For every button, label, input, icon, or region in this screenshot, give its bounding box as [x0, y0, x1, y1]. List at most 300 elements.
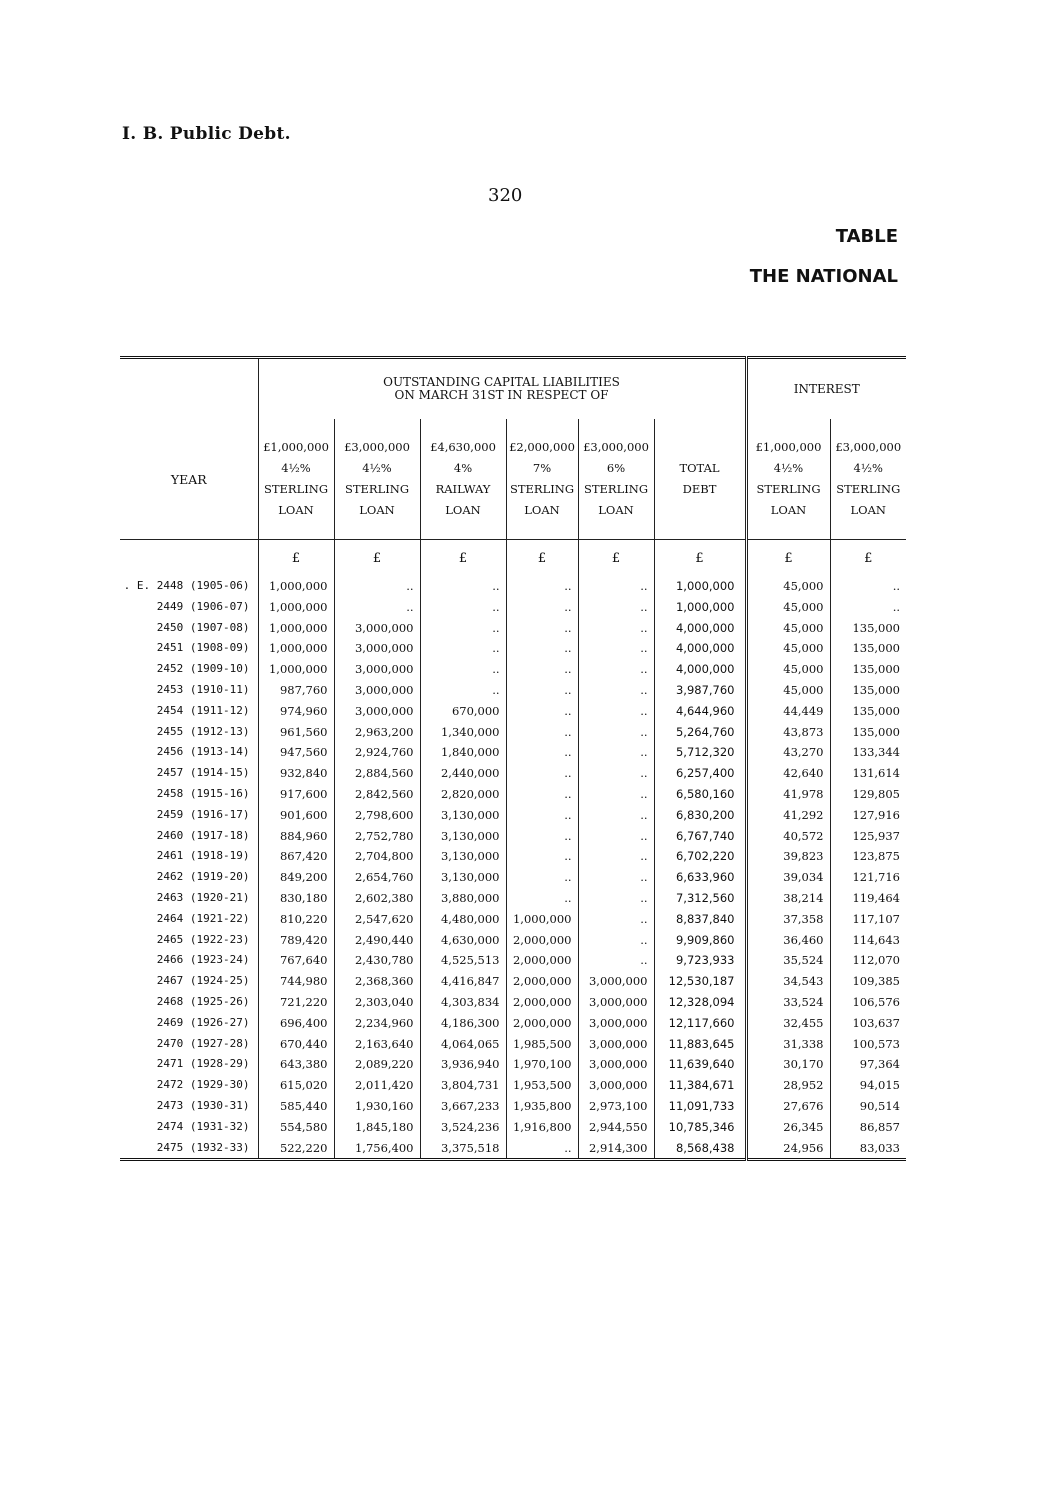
liability-cell-3: 4,303,834 [420, 992, 506, 1013]
liability-cell-2: 2,924,760 [334, 742, 420, 763]
liability-cell-2: 2,704,800 [334, 846, 420, 867]
unit-sign: £ [746, 540, 830, 577]
liability-cell-5: 3,000,000 [578, 1075, 654, 1096]
interest-cell-2: 135,000 [830, 638, 906, 659]
liability-cell-1: 867,420 [258, 846, 334, 867]
liability-cell-5: 3,000,000 [578, 971, 654, 992]
liability-cell-5: .. [578, 576, 654, 597]
liability-cell-5: .. [578, 742, 654, 763]
liability-cell-5: .. [578, 722, 654, 743]
national-debt-table [120, 356, 906, 1161]
interest-cell-1: 41,978 [746, 784, 830, 805]
interest-cell-1: 24,956 [746, 1138, 830, 1160]
unit-sign: £ [420, 540, 506, 577]
liability-cell-5: .. [578, 680, 654, 701]
liability-cell-1: 1,000,000 [258, 597, 334, 618]
liability-cell-5: .. [578, 638, 654, 659]
liability-cell-4: .. [506, 597, 578, 618]
interest-cell-1: 33,524 [746, 992, 830, 1013]
interest-col-header-1: £1,000,000 4½% STERLING LOAN [746, 419, 830, 540]
year-cell: 2453 (1910-11) [156, 682, 250, 696]
liability-cell-2: 3,000,000 [334, 659, 420, 680]
interest-cell-1: 27,676 [746, 1096, 830, 1117]
table-row [120, 784, 906, 805]
table-row [120, 1013, 906, 1034]
interest-cell-2: 131,614 [830, 763, 906, 784]
interest-cell-2: 94,015 [830, 1075, 906, 1096]
liability-cell-5: 2,973,100 [578, 1096, 654, 1117]
total-debt-cell: 12,117,660 [654, 1013, 746, 1034]
year-cell: 2452 (1909-10) [156, 662, 250, 676]
liability-cell-1: 901,600 [258, 805, 334, 826]
liability-cell-1: 615,020 [258, 1075, 334, 1096]
liability-cell-3: 3,375,518 [420, 1138, 506, 1160]
unit-sign: £ [258, 540, 334, 577]
liability-cell-3: 3,936,940 [420, 1054, 506, 1075]
interest-cell-1: 45,000 [746, 576, 830, 597]
interest-cell-2: .. [830, 576, 906, 597]
table-subtitle: THE NATIONAL [749, 266, 898, 287]
liability-cell-1: 932,840 [258, 763, 334, 784]
liability-cell-4: .. [506, 659, 578, 680]
total-debt-cell: 6,257,400 [654, 763, 746, 784]
total-debt-cell: 11,384,671 [654, 1075, 746, 1096]
liability-cell-5: 3,000,000 [578, 1054, 654, 1075]
liability-cell-5: .. [578, 784, 654, 805]
total-debt-cell: 3,987,760 [654, 680, 746, 701]
liability-cell-2: 2,368,360 [334, 971, 420, 992]
year-cell: 2471 (1928-29) [156, 1057, 250, 1071]
liability-cell-3: 2,440,000 [420, 763, 506, 784]
liability-cell-1: 810,220 [258, 909, 334, 930]
liability-cell-3: 4,186,300 [420, 1013, 506, 1034]
unit-row [120, 540, 906, 577]
liability-cell-5: .. [578, 659, 654, 680]
year-cell: 2474 (1931-32) [156, 1119, 250, 1133]
year-cell: 2456 (1913-14) [156, 745, 250, 759]
liability-cell-5: .. [578, 846, 654, 867]
total-debt-cell: 4,644,960 [654, 701, 746, 722]
liability-cell-5: 2,944,550 [578, 1117, 654, 1138]
year-cell: . E. 2448 (1905-06) [123, 579, 250, 592]
year-cell: 2473 (1930-31) [156, 1098, 250, 1112]
liability-cell-1: 849,200 [258, 867, 334, 888]
total-debt-cell: 5,264,760 [654, 722, 746, 743]
liability-cell-2: 2,234,960 [334, 1013, 420, 1034]
interest-cell-2: 121,716 [830, 867, 906, 888]
liability-cell-1: 554,580 [258, 1117, 334, 1138]
liability-cell-1: 961,560 [258, 722, 334, 743]
liability-cell-1: 744,980 [258, 971, 334, 992]
liability-cell-5: .. [578, 597, 654, 618]
table-row [120, 1096, 906, 1117]
table-row [120, 1138, 906, 1160]
total-debt-cell: 5,712,320 [654, 742, 746, 763]
liability-cell-3: 4,064,065 [420, 1034, 506, 1055]
year-cell: 2459 (1916-17) [156, 807, 250, 821]
table-row [120, 680, 906, 701]
year-cell: 2455 (1912-13) [156, 724, 250, 738]
interest-cell-2: 106,576 [830, 992, 906, 1013]
liability-cell-4: 1,953,500 [506, 1075, 578, 1096]
liability-cell-2: 2,842,560 [334, 784, 420, 805]
interest-cell-1: 40,572 [746, 826, 830, 847]
unit-sign: £ [578, 540, 654, 577]
liability-cell-2: 2,430,780 [334, 950, 420, 971]
interest-cell-2: 125,937 [830, 826, 906, 847]
liability-cell-3: .. [420, 680, 506, 701]
interest-cell-1: 39,034 [746, 867, 830, 888]
table-row [120, 992, 906, 1013]
interest-cell-2: 135,000 [830, 618, 906, 639]
total-debt-cell: 6,702,220 [654, 846, 746, 867]
liability-cell-3: 3,804,731 [420, 1075, 506, 1096]
liability-cell-5: .. [578, 909, 654, 930]
section-heading: I. B. Public Debt. [122, 124, 291, 144]
liability-cell-1: 522,220 [258, 1138, 334, 1160]
interest-cell-1: 45,000 [746, 597, 830, 618]
year-cell: 2467 (1924-25) [156, 974, 250, 988]
year-cell: 2470 (1927-28) [156, 1036, 250, 1050]
liability-cell-1: 1,000,000 [258, 638, 334, 659]
liability-cell-1: 974,960 [258, 701, 334, 722]
liability-cell-3: 670,000 [420, 701, 506, 722]
liability-cell-4: .. [506, 805, 578, 826]
liability-cell-4: .. [506, 826, 578, 847]
unit-sign: £ [830, 540, 906, 577]
liability-cell-3: 3,130,000 [420, 867, 506, 888]
liability-cell-2: 3,000,000 [334, 618, 420, 639]
liability-cell-2: 2,654,760 [334, 867, 420, 888]
liability-cell-5: .. [578, 826, 654, 847]
table-row [120, 763, 906, 784]
table-row [120, 888, 906, 909]
liability-cell-3: 3,524,236 [420, 1117, 506, 1138]
liability-cell-2: 2,602,380 [334, 888, 420, 909]
table-row [120, 638, 906, 659]
liability-cell-5: .. [578, 763, 654, 784]
total-debt-cell: 11,639,640 [654, 1054, 746, 1075]
year-cell: 2458 (1915-16) [156, 786, 250, 800]
liability-cell-2: 2,303,040 [334, 992, 420, 1013]
liability-cell-4: .. [506, 867, 578, 888]
total-debt-cell: 11,883,645 [654, 1034, 746, 1055]
liability-cell-2: 2,752,780 [334, 826, 420, 847]
total-debt-cell: 10,785,346 [654, 1117, 746, 1138]
liability-cell-4: 1,000,000 [506, 909, 578, 930]
liability-cell-5: .. [578, 701, 654, 722]
total-debt-cell: 6,580,160 [654, 784, 746, 805]
liability-cell-3: 4,525,513 [420, 950, 506, 971]
liability-cell-1: 643,380 [258, 1054, 334, 1075]
group-header-row [120, 358, 906, 420]
liability-cell-3: .. [420, 638, 506, 659]
liability-cell-1: 767,640 [258, 950, 334, 971]
liability-cell-4: 2,000,000 [506, 930, 578, 951]
table-row [120, 1054, 906, 1075]
interest-cell-1: 45,000 [746, 680, 830, 701]
year-cell: 2466 (1923-24) [156, 953, 250, 967]
liability-cell-3: 3,130,000 [420, 805, 506, 826]
liability-cell-4: 2,000,000 [506, 971, 578, 992]
interest-cell-1: 30,170 [746, 1054, 830, 1075]
total-debt-cell: 4,000,000 [654, 659, 746, 680]
liability-cell-2: 2,089,220 [334, 1054, 420, 1075]
unit-sign: £ [334, 540, 420, 577]
interest-cell-2: 114,643 [830, 930, 906, 951]
table-row [120, 971, 906, 992]
interest-cell-2: 86,857 [830, 1117, 906, 1138]
interest-cell-2: 127,916 [830, 805, 906, 826]
col-header-1: £1,000,000 4½% STERLING LOAN [258, 419, 334, 540]
liability-cell-3: 1,840,000 [420, 742, 506, 763]
liability-cell-2: 2,884,560 [334, 763, 420, 784]
liability-cell-4: .. [506, 742, 578, 763]
liability-cell-3: 3,667,233 [420, 1096, 506, 1117]
table-title: TABLE [835, 226, 898, 247]
year-cell: 2463 (1920-21) [156, 890, 250, 904]
interest-cell-1: 41,292 [746, 805, 830, 826]
interest-cell-2: 135,000 [830, 722, 906, 743]
liability-cell-1: 1,000,000 [258, 659, 334, 680]
liability-cell-2: 2,011,420 [334, 1075, 420, 1096]
total-debt-cell: 4,000,000 [654, 618, 746, 639]
table-row [120, 1034, 906, 1055]
year-cell: 2472 (1929-30) [156, 1078, 250, 1092]
liability-cell-2: 1,930,160 [334, 1096, 420, 1117]
year-cell: 2460 (1917-18) [156, 828, 250, 842]
total-debt-cell: 9,723,933 [654, 950, 746, 971]
table-row [120, 950, 906, 971]
year-cell: 2457 (1914-15) [156, 766, 250, 780]
interest-cell-1: 42,640 [746, 763, 830, 784]
liability-cell-4: .. [506, 638, 578, 659]
table-row [120, 909, 906, 930]
liability-cell-4: .. [506, 846, 578, 867]
liability-cell-5: 3,000,000 [578, 992, 654, 1013]
liability-cell-4: 2,000,000 [506, 992, 578, 1013]
liability-cell-3: 1,340,000 [420, 722, 506, 743]
liability-cell-3: .. [420, 576, 506, 597]
liability-cell-4: 1,970,100 [506, 1054, 578, 1075]
table-row [120, 826, 906, 847]
interest-cell-1: 38,214 [746, 888, 830, 909]
liability-cell-4: .. [506, 1138, 578, 1160]
liability-cell-2: 1,845,180 [334, 1117, 420, 1138]
total-debt-cell: 4,000,000 [654, 638, 746, 659]
liability-cell-1: 696,400 [258, 1013, 334, 1034]
col-header-5: £3,000,000 6% STERLING LOAN [578, 419, 654, 540]
liability-cell-2: 2,963,200 [334, 722, 420, 743]
table-row [120, 576, 906, 597]
year-cell: 2461 (1918-19) [156, 849, 250, 863]
total-debt-cell: 6,767,740 [654, 826, 746, 847]
interest-cell-2: 100,573 [830, 1034, 906, 1055]
liability-cell-1: 789,420 [258, 930, 334, 951]
liability-cell-3: .. [420, 659, 506, 680]
liability-cell-2: 3,000,000 [334, 680, 420, 701]
liability-cell-5: 2,914,300 [578, 1138, 654, 1160]
liability-cell-4: .. [506, 680, 578, 701]
total-debt-cell: 12,328,094 [654, 992, 746, 1013]
liability-cell-1: 585,440 [258, 1096, 334, 1117]
interest-cell-2: 119,464 [830, 888, 906, 909]
interest-cell-2: 133,344 [830, 742, 906, 763]
total-debt-header: TOTAL DEBT [654, 419, 746, 540]
year-cell: 2469 (1926-27) [156, 1015, 250, 1029]
liability-cell-1: 830,180 [258, 888, 334, 909]
liability-cell-3: 3,130,000 [420, 846, 506, 867]
interest-cell-2: 123,875 [830, 846, 906, 867]
liability-cell-1: 987,760 [258, 680, 334, 701]
table-row [120, 742, 906, 763]
total-debt-cell: 1,000,000 [654, 576, 746, 597]
table-row [120, 722, 906, 743]
table-row [120, 930, 906, 951]
column-header-row [120, 419, 906, 540]
interest-cell-2: 135,000 [830, 659, 906, 680]
interest-cell-1: 26,345 [746, 1117, 830, 1138]
liability-cell-1: 884,960 [258, 826, 334, 847]
liability-cell-5: .. [578, 930, 654, 951]
total-debt-cell: 7,312,560 [654, 888, 746, 909]
liability-cell-2: .. [334, 597, 420, 618]
year-cell: 2468 (1925-26) [156, 994, 250, 1008]
liability-cell-3: .. [420, 618, 506, 639]
interest-cell-1: 45,000 [746, 638, 830, 659]
liability-cell-4: .. [506, 888, 578, 909]
year-cell: 2451 (1908-09) [156, 641, 250, 655]
year-group-blank [120, 358, 258, 420]
year-cell: 2449 (1906-07) [156, 599, 250, 613]
outstanding-liabilities-header: OUTSTANDING CAPITAL LIABILITIES ON MARCH 31ST IN RESPECT OF [258, 358, 746, 420]
year-cell: 2462 (1919-20) [156, 870, 250, 884]
liability-cell-3: 4,480,000 [420, 909, 506, 930]
year-cell: 2475 (1932-33) [156, 1140, 250, 1154]
liability-cell-2: 2,490,440 [334, 930, 420, 951]
liability-cell-1: 1,000,000 [258, 576, 334, 597]
col-header-4: £2,000,000 7% STERLING LOAN [506, 419, 578, 540]
liability-cell-5: .. [578, 888, 654, 909]
interest-cell-2: 117,107 [830, 909, 906, 930]
interest-cell-2: 103,637 [830, 1013, 906, 1034]
year-cell: 2465 (1922-23) [156, 932, 250, 946]
liability-cell-5: 3,000,000 [578, 1034, 654, 1055]
liability-cell-3: 3,130,000 [420, 826, 506, 847]
table-row [120, 846, 906, 867]
interest-cell-1: 37,358 [746, 909, 830, 930]
year-cell: 2464 (1921-22) [156, 911, 250, 925]
interest-cell-1: 35,524 [746, 950, 830, 971]
liability-cell-4: .. [506, 618, 578, 639]
liability-cell-2: 2,163,640 [334, 1034, 420, 1055]
liability-cell-1: 721,220 [258, 992, 334, 1013]
liability-cell-5: .. [578, 618, 654, 639]
liability-cell-1: 1,000,000 [258, 618, 334, 639]
liability-cell-3: .. [420, 597, 506, 618]
table-row [120, 805, 906, 826]
liability-cell-2: .. [334, 576, 420, 597]
interest-cell-2: 135,000 [830, 701, 906, 722]
liability-cell-5: .. [578, 805, 654, 826]
total-debt-cell: 11,091,733 [654, 1096, 746, 1117]
interest-cell-1: 32,455 [746, 1013, 830, 1034]
liability-cell-1: 917,600 [258, 784, 334, 805]
page-number: 320 [488, 185, 523, 206]
interest-cell-2: 83,033 [830, 1138, 906, 1160]
interest-cell-2: 109,385 [830, 971, 906, 992]
interest-col-header-2: £3,000,000 4½% STERLING LOAN [830, 419, 906, 540]
liability-cell-4: .. [506, 701, 578, 722]
interest-cell-2: .. [830, 597, 906, 618]
liability-cell-5: .. [578, 867, 654, 888]
table-row [120, 1117, 906, 1138]
year-header: YEAR [120, 419, 258, 540]
liability-cell-1: 670,440 [258, 1034, 334, 1055]
liability-cell-4: .. [506, 722, 578, 743]
total-debt-cell: 6,830,200 [654, 805, 746, 826]
liability-cell-4: 2,000,000 [506, 1013, 578, 1034]
interest-cell-1: 45,000 [746, 618, 830, 639]
table-row [120, 597, 906, 618]
table-row [120, 867, 906, 888]
interest-cell-2: 129,805 [830, 784, 906, 805]
year-cell: 2450 (1907-08) [156, 620, 250, 634]
interest-cell-1: 39,823 [746, 846, 830, 867]
liability-cell-2: 3,000,000 [334, 638, 420, 659]
liability-cell-2: 1,756,400 [334, 1138, 420, 1160]
liability-cell-5: 3,000,000 [578, 1013, 654, 1034]
interest-cell-1: 34,543 [746, 971, 830, 992]
total-debt-cell: 8,568,438 [654, 1138, 746, 1160]
interest-cell-2: 112,070 [830, 950, 906, 971]
liability-cell-4: .. [506, 576, 578, 597]
liability-cell-3: 3,880,000 [420, 888, 506, 909]
liability-cell-4: 1,985,500 [506, 1034, 578, 1055]
interest-header: INTEREST [746, 358, 906, 420]
interest-cell-2: 90,514 [830, 1096, 906, 1117]
liability-cell-4: 1,935,800 [506, 1096, 578, 1117]
total-debt-cell: 8,837,840 [654, 909, 746, 930]
table-row [120, 659, 906, 680]
unit-sign: £ [654, 540, 746, 577]
col-header-2: £3,000,000 4½% STERLING LOAN [334, 419, 420, 540]
year-cell: 2454 (1911-12) [156, 703, 250, 717]
table-row [120, 618, 906, 639]
liability-cell-3: 4,630,000 [420, 930, 506, 951]
interest-cell-1: 36,460 [746, 930, 830, 951]
col-header-3: £4,630,000 4% RAILWAY LOAN [420, 419, 506, 540]
interest-cell-2: 135,000 [830, 680, 906, 701]
interest-cell-1: 43,270 [746, 742, 830, 763]
interest-cell-1: 44,449 [746, 701, 830, 722]
liability-cell-3: 4,416,847 [420, 971, 506, 992]
interest-cell-1: 45,000 [746, 659, 830, 680]
liability-cell-4: 1,916,800 [506, 1117, 578, 1138]
interest-cell-1: 43,873 [746, 722, 830, 743]
total-debt-cell: 6,633,960 [654, 867, 746, 888]
interest-cell-1: 31,338 [746, 1034, 830, 1055]
table-row [120, 701, 906, 722]
liability-cell-1: 947,560 [258, 742, 334, 763]
table-row [120, 1075, 906, 1096]
interest-cell-1: 28,952 [746, 1075, 830, 1096]
unit-sign: £ [506, 540, 578, 577]
interest-cell-2: 97,364 [830, 1054, 906, 1075]
liability-cell-3: 2,820,000 [420, 784, 506, 805]
liability-cell-2: 2,798,600 [334, 805, 420, 826]
liability-cell-2: 3,000,000 [334, 701, 420, 722]
